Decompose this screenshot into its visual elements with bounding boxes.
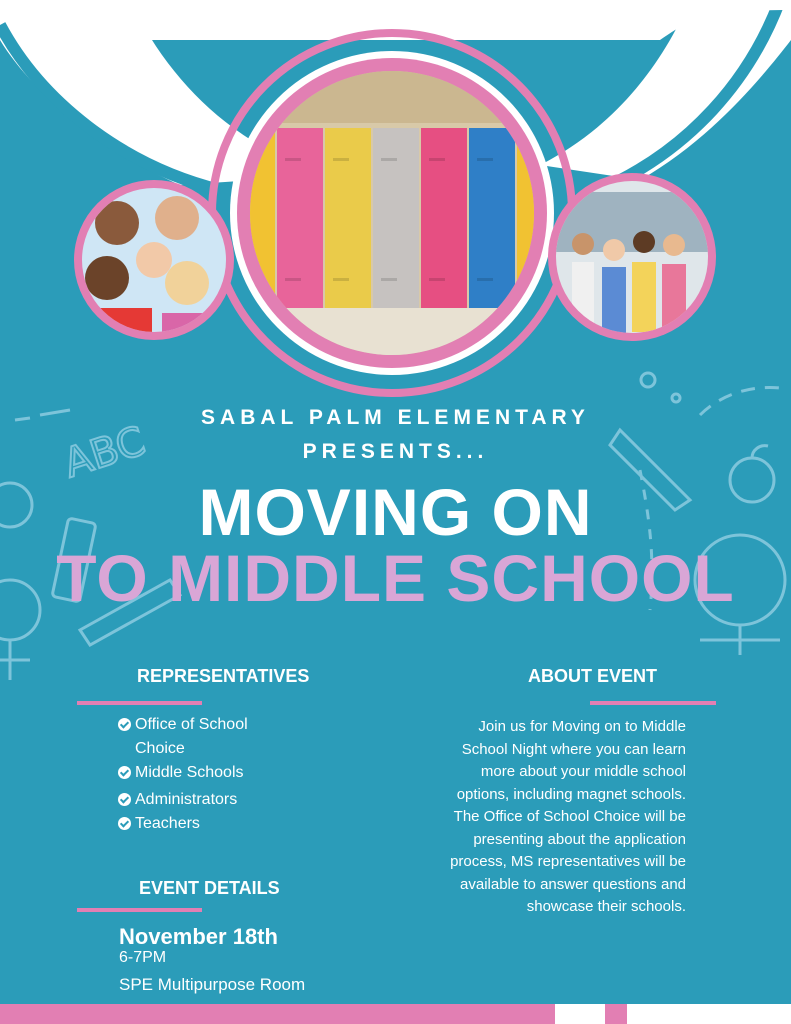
- list-item-label: Teachers: [135, 815, 200, 832]
- left-arch-stripe: [0, 25, 220, 190]
- event-time: 6-7PM: [119, 949, 167, 966]
- right-arch-stripe: [600, 0, 780, 190]
- bottom-pink-block: [605, 1004, 627, 1024]
- about-heading: ABOUT EVENT: [528, 666, 658, 686]
- check-icon: [118, 766, 131, 779]
- dot-doodle-2: [672, 394, 680, 402]
- kids-huddle-photo: [72, 178, 236, 342]
- list-item: [118, 788, 248, 812]
- event-title-line2: TO MIDDLE SCHOOL: [56, 541, 735, 615]
- right-white-arch: [540, 0, 791, 180]
- bottom-pink-bar: [0, 1004, 555, 1024]
- representatives-heading: REPRESENTATIVES: [137, 666, 310, 686]
- dot-doodle-1: [641, 373, 655, 387]
- event-title-line1: MOVING ON: [198, 475, 593, 549]
- representatives-underline: [77, 701, 202, 705]
- event-date: November 18th: [119, 924, 278, 949]
- check-icon: [118, 817, 131, 830]
- abc-doodle: ABC: [58, 418, 151, 488]
- presents-text: PRESENTS...: [302, 440, 489, 463]
- list-item: [118, 761, 248, 785]
- check-icon: [118, 793, 131, 806]
- bottom-white-end: [627, 1004, 791, 1024]
- event-details-underline: [77, 908, 202, 912]
- about-text: Join us for Moving on to Middle School Night where you can learn more about your middle school options, including magnet schools. The Office of School Choice will be presenting about the application process, MS representatives will be available to answer questions and showcase their schools.: [450, 718, 686, 915]
- list-item-label: Administrators: [135, 791, 238, 808]
- list-item: [118, 812, 248, 836]
- globe-stand-right: [700, 625, 780, 655]
- school-name: SABAL PALM ELEMENTARY: [201, 406, 590, 429]
- list-item-label: Choice: [135, 740, 185, 757]
- list-item: [118, 713, 248, 737]
- check-icon: [118, 718, 131, 731]
- list-item-label: Middle Schools: [135, 764, 244, 781]
- representatives-list: [118, 713, 248, 836]
- globe-stand-left: [0, 640, 30, 680]
- bottom-white-block: [555, 1004, 605, 1024]
- list-item: [118, 737, 248, 761]
- lockers-photo: [207, 28, 577, 398]
- list-item-label: Office of School: [135, 716, 248, 733]
- event-location: SPE Multipurpose Room: [119, 975, 306, 994]
- kids-group-photo: [547, 172, 717, 342]
- about-underline: [590, 701, 716, 705]
- event-details-heading: EVENT DETAILS: [139, 878, 280, 898]
